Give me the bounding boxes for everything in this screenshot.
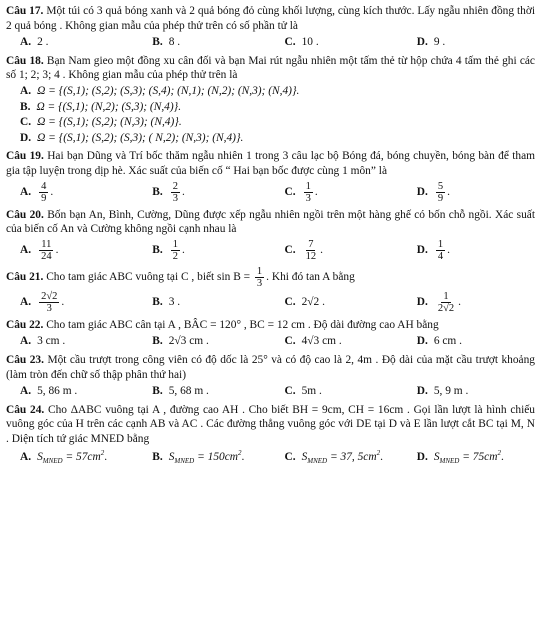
question-20-options bbox=[6, 239, 535, 262]
denominator: 12 bbox=[305, 250, 317, 262]
fraction bbox=[39, 239, 54, 262]
option-value: Ω = {(S,1); (N,2); (S,3); (N,4)}. bbox=[36, 100, 182, 113]
period: . bbox=[104, 450, 108, 463]
option-d[interactable]: D. $\frac{1}{2√2}$ . bbox=[416, 290, 461, 314]
option-value: 2√2 . bbox=[301, 296, 325, 309]
option-key: A. bbox=[20, 335, 32, 348]
option-key: D. bbox=[416, 450, 428, 463]
option-a[interactable]: A. $\frac{2√2}{3}$ . bbox=[20, 290, 65, 314]
option-a[interactable]: A. $\frac{4}{9}$ . bbox=[20, 180, 54, 204]
option-key: A. bbox=[20, 36, 32, 49]
numerator: 7 bbox=[308, 238, 314, 250]
area-symbol: S bbox=[301, 450, 308, 463]
option-key: B. bbox=[152, 36, 163, 49]
option-d[interactable]: D. $\frac{5}{9}$ . bbox=[416, 180, 450, 204]
option-c[interactable] bbox=[271, 384, 403, 399]
option-key: D. bbox=[416, 385, 428, 398]
question-24 bbox=[6, 403, 535, 466]
option-key: D. bbox=[416, 296, 428, 309]
numerator: 1 bbox=[305, 180, 311, 192]
option-a[interactable]: A. $\frac{11}{24}$ . bbox=[20, 238, 59, 262]
question-22-number: Câu 22. bbox=[6, 318, 44, 331]
option-value: = 75cm bbox=[459, 450, 498, 463]
numerator: 5 bbox=[437, 180, 444, 192]
question-23-text: Một cầu trượt trong công viên có độ dốc là 25° và có độ cao là 2, 4m . Độ dài của mặt cầu trượt khoảng (làm tròn đến chữ số thập phân thứ hai) bbox=[6, 354, 535, 381]
area-subscript: MNED bbox=[42, 456, 63, 465]
denominator: 24 bbox=[41, 250, 52, 262]
question-17-stem bbox=[6, 4, 535, 33]
option-key: B. bbox=[20, 100, 31, 113]
question-18 bbox=[6, 54, 535, 146]
option-a[interactable] bbox=[6, 334, 138, 349]
option-a[interactable] bbox=[20, 84, 535, 99]
option-a[interactable] bbox=[6, 449, 138, 466]
exponent: 2 bbox=[238, 448, 242, 457]
option-value: 2 . bbox=[37, 36, 49, 49]
option-key: C. bbox=[284, 296, 296, 309]
question-21-stem bbox=[6, 266, 535, 289]
question-22-text: Cho tam giác ABC cân tại A , BÂC = 120° , BC = 12 cm . Độ dài đường cao AH bằng bbox=[46, 318, 439, 331]
option-value: 5, 68 m . bbox=[168, 385, 209, 398]
option-key: A. bbox=[20, 243, 32, 256]
option-c[interactable] bbox=[271, 449, 403, 466]
denominator: 3 bbox=[46, 302, 52, 314]
option-b[interactable] bbox=[138, 449, 270, 466]
question-24-number: Câu 24. bbox=[6, 403, 45, 416]
question-19-stem bbox=[6, 149, 535, 178]
option-d[interactable] bbox=[403, 384, 535, 399]
numerator: 2 bbox=[172, 180, 178, 192]
option-c[interactable] bbox=[20, 115, 535, 130]
option-c[interactable]: C. $\frac{7}{12}$ . bbox=[284, 238, 323, 262]
area-subscript: MNED bbox=[439, 456, 460, 465]
option-key: D. bbox=[20, 131, 32, 144]
denominator: 2 bbox=[172, 250, 178, 262]
option-value: 6 cm . bbox=[433, 335, 462, 348]
exponent: 2 bbox=[376, 448, 381, 457]
option-value: = 37, 5cm bbox=[327, 450, 377, 463]
option-a[interactable] bbox=[6, 35, 138, 50]
question-20-stem bbox=[6, 208, 535, 237]
denominator: 4 bbox=[437, 250, 444, 262]
numerator: 1 bbox=[437, 238, 444, 250]
option-b[interactable]: B. $\frac{1}{2}$ . bbox=[152, 238, 185, 262]
option-key: C. bbox=[284, 385, 296, 398]
question-18-number: Câu 18. bbox=[6, 54, 44, 67]
question-21-options bbox=[6, 291, 535, 314]
option-b[interactable] bbox=[138, 35, 270, 50]
option-key: C. bbox=[284, 185, 296, 198]
exponent: 2 bbox=[100, 448, 105, 457]
option-b[interactable]: B. $\frac{2}{3}$ . bbox=[152, 180, 185, 204]
fraction bbox=[171, 239, 180, 262]
option-key: D. bbox=[416, 335, 428, 348]
question-21-number: Câu 21. bbox=[6, 271, 44, 283]
option-value: 5, 9 m . bbox=[433, 385, 469, 398]
fraction bbox=[39, 291, 59, 314]
question-24-text: Cho ΔABC vuông tại A , đường cao AH . Cho biết BH = 9cm, CH = 16cm . Gọi lần lượt là hình chiếu vuông góc của H trên các cạnh AB và AC . Các đường thẳng vuông góc với DE tại D và E lần lượt cắt BC tại M, N . Diện tích tứ giác MNED bằng bbox=[6, 403, 535, 445]
option-key: D. bbox=[416, 243, 428, 256]
option-b[interactable] bbox=[138, 334, 270, 349]
option-c[interactable] bbox=[271, 334, 403, 349]
option-key: B. bbox=[152, 450, 163, 463]
option-key: C. bbox=[20, 116, 32, 129]
area-symbol: S bbox=[37, 450, 43, 463]
option-key: B. bbox=[152, 243, 163, 256]
question-23-number: Câu 23. bbox=[6, 354, 44, 367]
denominator: 3 bbox=[305, 192, 311, 204]
area-subscript: MNED bbox=[174, 456, 195, 465]
question-21-text-a: Cho tam giác ABC vuông tại C , biết sin B = bbox=[46, 271, 251, 283]
option-key: C. bbox=[284, 243, 296, 256]
option-key: D. bbox=[416, 36, 428, 49]
option-key: A. bbox=[20, 296, 32, 309]
option-value: 10 . bbox=[301, 36, 319, 49]
fraction bbox=[304, 181, 313, 204]
numerator: 2√2 bbox=[41, 290, 58, 302]
question-18-stem bbox=[6, 54, 535, 83]
numerator: 4 bbox=[41, 180, 47, 192]
question-19-number: Câu 19. bbox=[6, 150, 44, 163]
fraction bbox=[39, 181, 48, 204]
question-24-stem bbox=[6, 403, 535, 447]
option-c[interactable]: C. $\frac{1}{3}$ . bbox=[284, 180, 318, 204]
option-key: A. bbox=[20, 385, 32, 398]
question-20-number: Câu 20. bbox=[6, 208, 44, 221]
option-value: = 150cm bbox=[194, 450, 238, 463]
question-17 bbox=[6, 4, 535, 50]
denominator: 3 bbox=[172, 192, 178, 204]
option-value: 3 . bbox=[168, 296, 181, 309]
denominator: 9 bbox=[437, 192, 444, 204]
fraction bbox=[436, 239, 445, 262]
numerator: 1 bbox=[172, 238, 178, 250]
fraction bbox=[255, 266, 264, 289]
fraction bbox=[436, 291, 456, 314]
period: . bbox=[500, 450, 504, 463]
question-23-stem bbox=[6, 353, 535, 382]
question-17-options bbox=[6, 35, 535, 50]
option-value: 2√3 cm . bbox=[168, 335, 209, 348]
option-b[interactable] bbox=[138, 291, 270, 314]
option-value: Ω = {(S,1); (S,2); (S,3); (S,4); (N,1); (N,2); (N,3); (N,4)}. bbox=[37, 84, 300, 97]
option-key: D. bbox=[416, 185, 428, 198]
option-value: = 57cm bbox=[62, 450, 101, 463]
option-key: A. bbox=[20, 185, 32, 198]
option-d[interactable] bbox=[20, 131, 535, 146]
question-17-text: Một túi có 3 quả bóng xanh và 2 quả bóng đỏ cùng khối lượng, cùng kích thước. Lấy ngẫu nhiên đồng thời 2 quả bóng . Không gian mẫu của phép thử trên có số phần tử là bbox=[6, 5, 536, 32]
option-key: B. bbox=[152, 296, 163, 309]
exponent: 2 bbox=[497, 448, 501, 457]
option-a[interactable] bbox=[6, 384, 138, 399]
option-d[interactable]: D. $\frac{1}{4}$ . bbox=[416, 238, 450, 262]
question-19-text: Hai bạn Dũng và Trí bốc thăm ngẫu nhiên 1 trong 3 câu lạc bộ Bóng đá, bóng chuyền, bóng bàn để tham gia tập luyện trong dịp hè. Xác suất của biến cố “ Hai bạn bốc được cùng 1 môn” là bbox=[6, 150, 535, 177]
option-value: 5, 86 m . bbox=[37, 385, 78, 398]
option-key: B. bbox=[152, 185, 163, 198]
option-value: Ω = {(S,1); (S,2); (S,3); ( N,2); (N,3); (N,4)}. bbox=[37, 131, 244, 144]
option-b[interactable] bbox=[138, 384, 270, 399]
question-22-stem bbox=[6, 318, 535, 333]
option-key: C. bbox=[284, 335, 296, 348]
question-23-options bbox=[6, 384, 535, 399]
option-value: 9 . bbox=[433, 36, 446, 49]
question-17-number: Câu 17. bbox=[6, 5, 44, 17]
option-key: A. bbox=[20, 84, 32, 97]
option-key: A. bbox=[20, 450, 32, 463]
question-22 bbox=[6, 318, 535, 349]
question-23 bbox=[6, 353, 535, 399]
question-19 bbox=[6, 149, 535, 203]
question-20 bbox=[6, 208, 535, 262]
fraction bbox=[304, 239, 319, 262]
option-key: C. bbox=[284, 36, 296, 49]
area-subscript: MNED bbox=[307, 456, 328, 465]
option-key: C. bbox=[284, 450, 296, 463]
option-d[interactable] bbox=[403, 334, 535, 349]
option-c[interactable] bbox=[271, 291, 403, 314]
option-value: 4√3 cm . bbox=[301, 335, 342, 348]
period: . bbox=[241, 450, 245, 463]
option-b[interactable] bbox=[20, 100, 535, 115]
area-symbol: S bbox=[433, 450, 440, 463]
question-21-text-b: . Khi đó tan A bằng bbox=[266, 271, 355, 283]
fraction bbox=[171, 181, 180, 204]
option-c[interactable] bbox=[271, 35, 403, 50]
question-20-text: Bốn bạn An, Bình, Cường, Dũng được xếp ngẫu nhiên ngồi trên một hàng ghế có bốn chỗ ngồi. Xác suất của biến cố An và Cường không ngồi cạnh nhau là bbox=[6, 208, 535, 236]
option-value: 8 . bbox=[168, 36, 181, 49]
option-key: B. bbox=[152, 335, 163, 348]
option-d[interactable] bbox=[403, 35, 535, 50]
question-22-options bbox=[6, 334, 535, 349]
period: . bbox=[380, 450, 383, 463]
denominator: 3 bbox=[256, 277, 263, 289]
denominator: 2√2 bbox=[437, 302, 455, 314]
option-value: 3 cm . bbox=[37, 335, 66, 348]
option-value: Ω = {(S,1); (S,2); (N,3); (N,4)}. bbox=[37, 116, 182, 129]
numerator: 1 bbox=[443, 290, 449, 302]
option-key: B. bbox=[152, 385, 163, 398]
denominator: 9 bbox=[41, 192, 47, 204]
fraction bbox=[436, 181, 445, 204]
question-24-options bbox=[6, 449, 535, 466]
question-21 bbox=[6, 266, 535, 314]
question-18-text: Bạn Nam gieo một đồng xu cân đối và bạn Mai rút ngẫu nhiên một tấm thẻ từ hộp chứa 4 tấm thẻ ghi các số 1; 2; 3; 4 . Không gian mẫu của phép thử trên là bbox=[6, 54, 535, 82]
numerator: 1 bbox=[256, 265, 263, 277]
option-value: 5m . bbox=[301, 385, 322, 398]
numerator: 11 bbox=[41, 238, 52, 250]
question-19-options bbox=[6, 181, 535, 204]
option-d[interactable] bbox=[403, 449, 535, 466]
area-symbol: S bbox=[168, 450, 175, 463]
